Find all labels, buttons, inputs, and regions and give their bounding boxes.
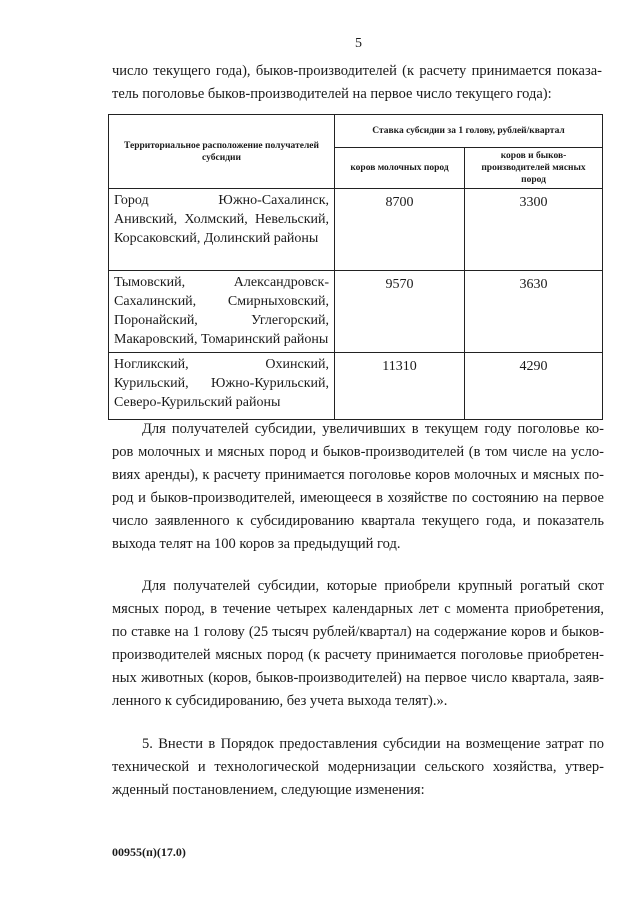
subsidy-rate-table — [108, 114, 603, 420]
header-meat: коров и быков-производителей мясных пород — [465, 148, 603, 189]
text-line: тель поголовье быков-производителей на первое число текущего года): — [112, 86, 552, 102]
table-header-row — [109, 115, 603, 148]
text-line: технической и технологической модернизации сельского хозяйства, утвер- — [112, 759, 604, 775]
text-line: число заявленного к субсидированию квартала текущего года, и показатель — [112, 513, 604, 529]
page-number: 5 — [355, 36, 362, 51]
intro-paragraph — [112, 60, 602, 106]
header-dairy: коров молочных пород — [335, 148, 465, 189]
dairy-rate-cell: 9570 — [335, 271, 465, 353]
text-line: виях аренды), к расчету принимается поголовье коров молочных и мясных по- — [112, 467, 604, 483]
text-line: 5. Внести в Порядок предоставления субсидии на возмещение затрат по — [142, 736, 604, 752]
table-row — [109, 189, 603, 271]
dairy-rate-cell: 8700 — [335, 189, 465, 271]
document-code: 00955(п)(17.0) — [112, 845, 186, 859]
text-line: производителей мясных пород (к расчету принимается поголовье приобретен- — [112, 647, 604, 663]
text-line: по ставке на 1 голову (25 тысяч рублей/квартал) на содержание коров и быков- — [112, 624, 604, 640]
text-line: Для получателей субсидии, увеличивших в текущем году поголовье ко- — [142, 421, 604, 437]
table-row — [109, 271, 603, 353]
dairy-rate-cell: 11310 — [335, 353, 465, 420]
region-cell: Ногликский, Охинский, Курильский, Южно-Курильский, Северо-Курильский районы — [109, 353, 335, 420]
header-location: Территориальное расположение получателей субсидии — [109, 115, 335, 189]
paragraph-meat-cattle — [112, 575, 604, 713]
text-line: род и быков-производителей, имеющееся в хозяйстве по состоянию на первое — [112, 490, 604, 506]
header-rate: Ставка субсидии за 1 голову, рублей/квартал — [335, 115, 603, 148]
text-line: выхода телят на 100 коров за предыдущий год. — [112, 536, 401, 552]
region-cell: Тымовский, Александровск-Сахалинский, Смирныховский, Поронайский, Углегорский, Макаровский, Томаринский районы — [109, 271, 335, 353]
meat-rate-cell: 3300 — [465, 189, 603, 271]
text-line: ленного к субсидированию, без учета выхода телят).». — [112, 693, 448, 709]
text-line: мясных пород, в течение четырех календарных лет с момента приобретения, — [112, 601, 604, 617]
text-line: Для получателей субсидии, которые приобрели крупный рогатый скот — [142, 578, 604, 594]
text-line: ров молочных и мясных пород и быков-производителей (в том числе на усло- — [112, 444, 604, 460]
paragraph-item-5 — [112, 733, 604, 802]
region-cell: Город Южно-Сахалинск, Анивский, Холмский, Невельский, Корсаковский, Долинский районы — [109, 189, 335, 271]
text-line: ных животных (коров, быков-производителей) на первое число квартала, заяв- — [112, 670, 604, 686]
text-line: число текущего года), быков-производителей (к расчету принимается показа- — [112, 63, 602, 79]
table-row — [109, 353, 603, 420]
text-line: жденный постановлением, следующие изменения: — [112, 782, 425, 798]
paragraph-herd-increase — [112, 418, 604, 556]
meat-rate-cell: 4290 — [465, 353, 603, 420]
meat-rate-cell: 3630 — [465, 271, 603, 353]
